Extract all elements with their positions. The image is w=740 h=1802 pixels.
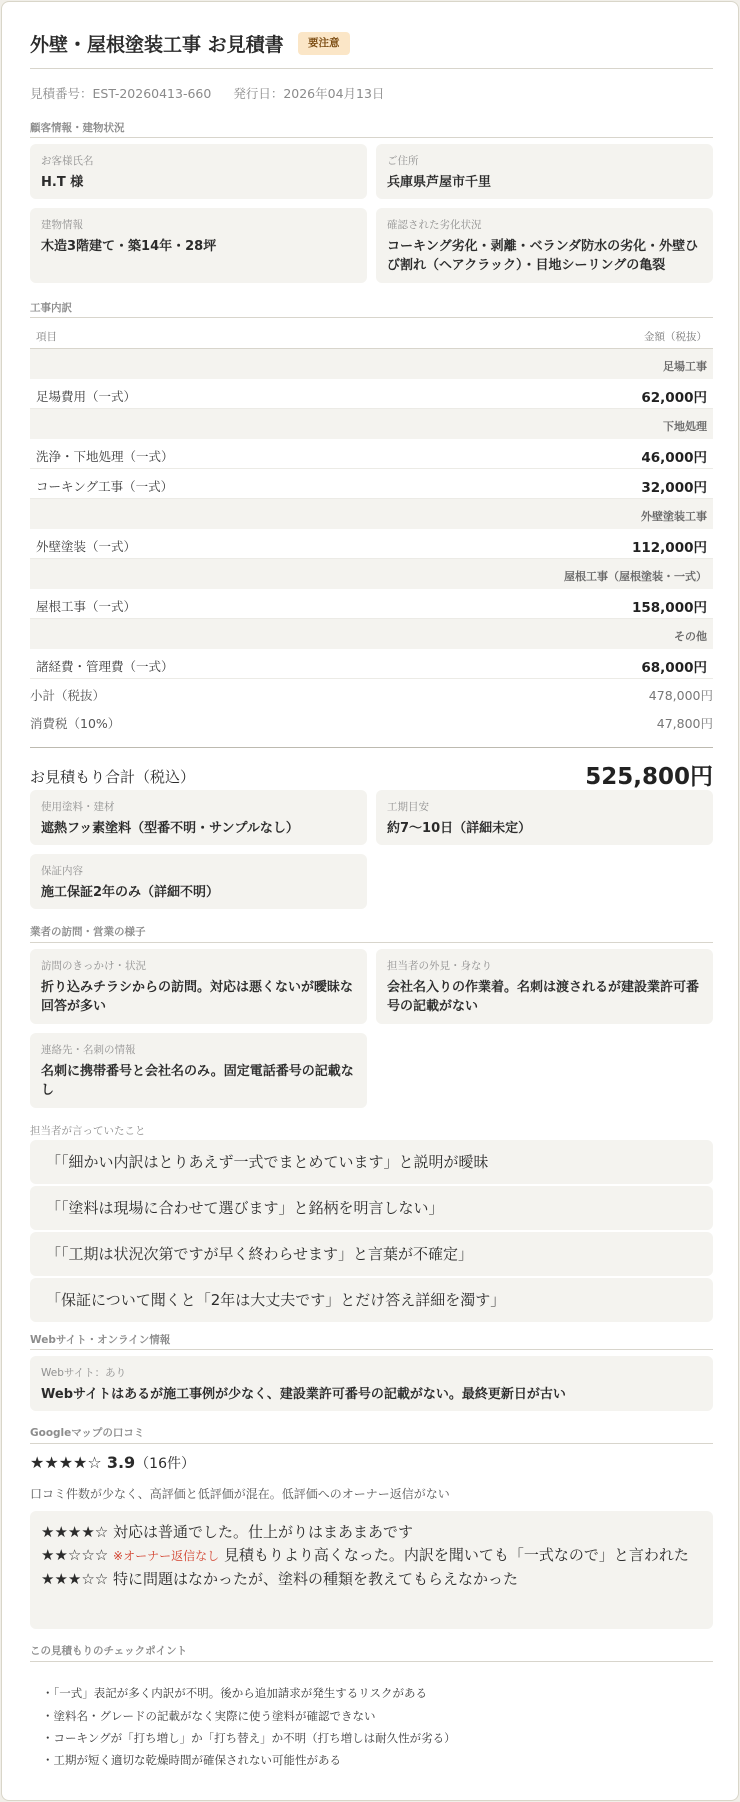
quote-item: 「「塗料は現場に合わせて選びます」と銘柄を明言しない」 [30, 1186, 713, 1230]
section-title-visit: 業者の訪問・営業の様子 [30, 926, 146, 938]
google-rating [30, 1453, 195, 1473]
card-label: 建物情報 [41, 219, 83, 231]
item-amount: 32,000円 [641, 480, 707, 496]
web-info: Webサイトはあるが施工事例が少なく、建設業許可番号の記載がない。最終更新日が古い [41, 1387, 566, 1402]
warranty-card [30, 854, 367, 909]
issue-date: 発行日：2026年04月13日 [233, 86, 385, 101]
category-row [30, 349, 713, 379]
checkpoint-item: ・工期が短く適切な乾燥時間が確保されない可能性がある [42, 1753, 341, 1767]
page-title: 外壁・屋根塗装工事 お見積書 [30, 34, 284, 56]
period-card [376, 790, 713, 845]
star-rating-icon: ★★★★☆ [30, 1453, 102, 1472]
category-label: 足場工事 [663, 360, 707, 373]
estimate-document [1, 1, 739, 1801]
item-amount: 112,000円 [632, 540, 707, 556]
divider [30, 317, 713, 318]
category-label: その他 [674, 630, 707, 643]
section-title-quotes: 担当者が言っていたこと [30, 1125, 146, 1137]
building-card [30, 208, 367, 283]
section-title-checkpoints: この見積もりのチェックポイント [30, 1645, 188, 1657]
card-label: 連絡先・名刺の情報 [41, 1044, 136, 1056]
table-row [30, 469, 713, 499]
card-label: ご住所 [387, 155, 419, 167]
total-value: 525,800円 [585, 764, 713, 790]
quote-item: 「「細かい内訳はとりあえず一式でまとめています」と説明が曖昧 [30, 1140, 713, 1184]
section-title-google: Googleマップの口コミ [30, 1427, 145, 1439]
period-info: 約7〜10日（詳細未定） [387, 821, 532, 836]
section-title-works: 工事内訳 [30, 302, 72, 314]
card-label: 工期目安 [387, 801, 429, 813]
review-item [41, 1568, 702, 1591]
section-title-web: Webサイト・オンライン情報 [30, 1334, 171, 1346]
card-label: 確認された劣化状況 [387, 219, 482, 231]
customer-name: H.T 様 [41, 175, 84, 190]
deterioration-info: コーキング劣化・剥離・ベランダ防水の劣化・外壁ひび割れ（ヘアクラック）・目地シーリングの亀裂 [387, 239, 699, 273]
section-title-customer: 顧客情報・建物状況 [30, 122, 125, 134]
tax-label: 消費税（10%） [30, 716, 121, 731]
tax-value: 47,800円 [656, 716, 713, 731]
category-row [30, 499, 713, 529]
card-label: お客様氏名 [41, 155, 94, 167]
review-count: （16件） [135, 1456, 195, 1472]
customer-name-card [30, 144, 367, 199]
warning-badge: 要注意 [298, 32, 350, 55]
item-name: 屋根工事（一式） [36, 599, 137, 614]
paint-info: 遮熱フッ素塗料（型番不明・サンプルなし） [41, 821, 299, 836]
customer-address: 兵庫県芦屋市千里 [387, 175, 492, 190]
item-name: 足場費用（一式） [36, 389, 137, 404]
card-label: Webサイト：あり [41, 1367, 127, 1379]
tax-row [30, 714, 713, 732]
category-row [30, 559, 713, 589]
card-label: 保証内容 [41, 865, 83, 877]
column-header-amount: 金額（税抜） [644, 331, 707, 343]
category-label: 下地処理 [663, 420, 707, 433]
item-name: 洗浄・下地処理（一式） [36, 449, 174, 464]
category-row [30, 409, 713, 439]
visit-trigger: 折り込みチラシからの訪問。対応は悪くないが曖昧な回答が多い [41, 980, 354, 1014]
checkpoint-item: ・コーキングが「打ち増し」か「打ち替え」か不明（打ち増しは耐久性が劣る） [42, 1731, 456, 1745]
customer-address-card [376, 144, 713, 199]
subtotal-label: 小計（税抜） [30, 688, 106, 703]
item-name: コーキング工事（一式） [36, 479, 174, 494]
star-rating-icon: ★★★☆☆ [41, 1570, 109, 1588]
web-card [30, 1356, 713, 1411]
item-amount: 68,000円 [641, 660, 707, 676]
estimate-number: 見積番号：EST-20260413-660 [30, 86, 212, 101]
divider [30, 747, 713, 748]
table-row [30, 379, 713, 409]
quote-item: 「保証について聞くと「2年は大丈夫です」とだけ答え詳細を濁す」 [30, 1278, 713, 1322]
table-row [30, 649, 713, 679]
category-row [30, 619, 713, 649]
estimate-meta [30, 84, 384, 102]
divider [30, 1443, 713, 1444]
star-rating-icon: ★★☆☆☆ [41, 1546, 109, 1564]
divider [30, 68, 713, 69]
divider [30, 942, 713, 943]
building-info: 木造3階建て・築14年・28坪 [41, 239, 217, 254]
contact-info: 名刺に携帯番号と会社名のみ。固定電話番号の記載なし [41, 1064, 354, 1098]
table-row [30, 439, 713, 469]
review-text: 対応は普通でした。仕上がりはまあまあです [113, 1523, 414, 1541]
divider [30, 1661, 713, 1662]
review-item [41, 1544, 702, 1568]
checkpoint-item: ・「一式」表記が多く内訳が不明。後から追加請求が発生するリスクがある [42, 1686, 428, 1700]
rating-value: 3.9 [106, 1453, 136, 1472]
item-amount: 158,000円 [632, 600, 707, 616]
item-name: 諸経費・管理費（一式） [36, 659, 174, 674]
checkpoint-item: ・塗料名・グレードの記載がなく実際に使う塗料が確認できない [42, 1709, 376, 1723]
column-header-item: 項目 [36, 331, 57, 343]
contact-card [30, 1033, 367, 1108]
review-text: 見積もりより高くなった。内訳を聞いても「一式なので」と言われた [223, 1546, 689, 1564]
deterioration-card [376, 208, 713, 283]
category-label: 屋根工事（屋根塗装・一式） [564, 570, 707, 583]
reviews-box [30, 1511, 713, 1629]
item-amount: 62,000円 [641, 390, 707, 406]
divider [30, 1349, 713, 1350]
paint-card [30, 790, 367, 845]
table-row [30, 529, 713, 559]
star-rating-icon: ★★★★☆ [41, 1523, 109, 1541]
total-label: お見積もり合計（税込） [30, 768, 196, 786]
table-row [30, 589, 713, 619]
subtotal-row [30, 686, 713, 704]
quote-item: 「「工期は状況次第ですが早く終わらせます」と言葉が不確定」 [30, 1232, 713, 1276]
owner-reply-note: ※オーナー返信なし [113, 1549, 220, 1563]
review-text: 特に問題はなかったが、塗料の種類を教えてもらえなかった [113, 1570, 519, 1588]
card-label: 担当者の外見・身なり [387, 960, 492, 972]
card-label: 使用塗料・建材 [41, 801, 115, 813]
divider [30, 137, 713, 138]
category-label: 外壁塗装工事 [641, 510, 707, 523]
item-name: 外壁塗装（一式） [36, 539, 137, 554]
visit-trigger-card [30, 949, 367, 1024]
appearance-card [376, 949, 713, 1024]
subtotal-value: 478,000円 [648, 688, 713, 703]
card-label: 訪問のきっかけ・状況 [41, 960, 146, 972]
review-summary: 口コミ件数が少なく、高評価と低評価が混在。低評価へのオーナー返信がない [30, 1487, 450, 1501]
warranty-info: 施工保証2年のみ（詳細不明） [41, 885, 220, 900]
review-item [41, 1521, 702, 1544]
appearance-info: 会社名入りの作業着。名刺は渡されるが建設業許可番号の記載がない [387, 980, 700, 1014]
item-amount: 46,000円 [641, 450, 707, 466]
